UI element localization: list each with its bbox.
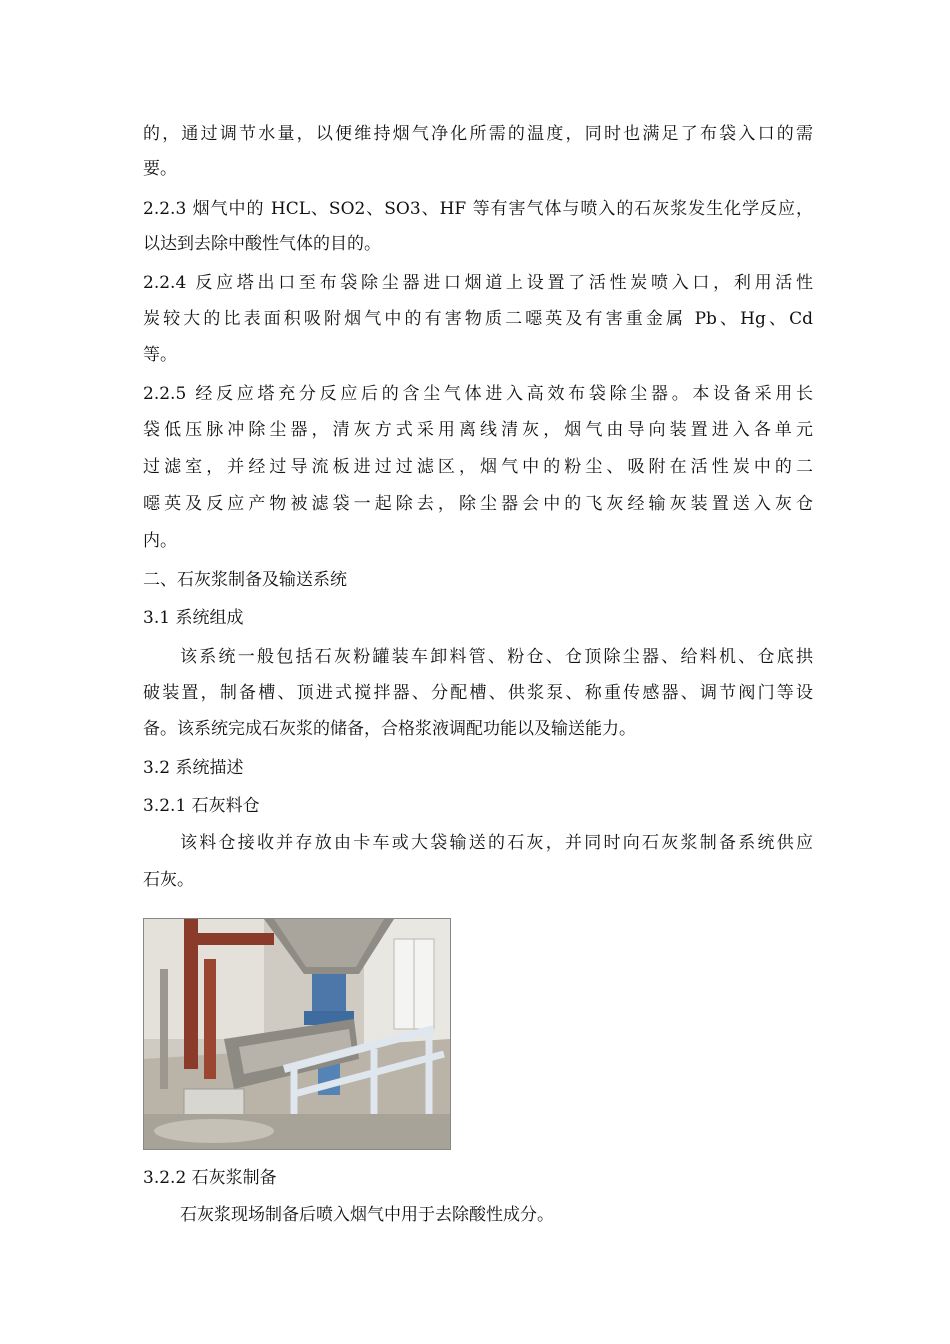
paragraph-line: 炭较大的比表面积吸附烟气中的有害物质二噁英及有害重金属 Pb、Hg、Cd [143, 309, 813, 329]
paragraph-line: 内。 [143, 531, 177, 551]
paragraph-line: 等。 [143, 345, 177, 365]
paragraph-line: 袋低压脉冲除尘器，清灰方式采用离线清灰，烟气由导向装置进入各单元 [143, 420, 813, 440]
paragraph-line: 以达到去除中酸性气体的目的。 [143, 234, 381, 254]
paragraph-line: 破装置，制备槽、顶进式搅拌器、分配槽、供浆泵、称重传感器、调节阀门等设 [143, 683, 813, 703]
paragraph-line: 该系统一般包括石灰粉罐装车卸料管、粉仓、仓顶除尘器、给料机、仓底拱 [180, 647, 813, 667]
paragraph-line: 要。 [143, 159, 177, 179]
section-line: 2.2.5 经反应塔充分反应后的含尘气体进入高效布袋除尘器。本设备采用长 [143, 384, 813, 404]
section-line: 2.2.4 反应塔出口至布袋除尘器进口烟道上设置了活性炭喷入口，利用活性 [143, 273, 813, 293]
chapter-heading: 二、石灰浆制备及输送系统 [143, 570, 347, 590]
section-line: 2.2.3 烟气中的 HCL、SO2、SO3、HF 等有害气体与喷入的石灰浆发生化学反应， [143, 199, 813, 219]
subsection-heading: 3.2.1 石灰料仓 [143, 796, 260, 816]
section-heading: 3.1 系统组成 [143, 608, 244, 628]
paragraph-line: 噁英及反应产物被滤袋一起除去，除尘器会中的飞灰经输灰装置送入灰仓 [143, 494, 813, 514]
section-heading: 3.2 系统描述 [143, 758, 244, 778]
paragraph-line: 备。该系统完成石灰浆的储备，合格浆液调配功能以及输送能力。 [143, 719, 636, 739]
paragraph-line: 的，通过调节水量，以便维持烟气净化所需的温度，同时也满足了布袋入口的需 [143, 124, 813, 144]
paragraph-line: 该料仓接收并存放由卡车或大袋输送的石灰，并同时向石灰浆制备系统供应 [180, 833, 813, 853]
paragraph-line: 过滤室，并经过导流板进过过滤区，烟气中的粉尘、吸附在活性炭中的二 [143, 457, 813, 477]
paragraph-line: 石灰。 [143, 870, 194, 890]
paragraph-line: 石灰浆现场制备后喷入烟气中用于去除酸性成分。 [180, 1205, 554, 1225]
lime-silo-photo [143, 918, 451, 1150]
subsection-heading: 3.2.2 石灰浆制备 [143, 1168, 277, 1188]
